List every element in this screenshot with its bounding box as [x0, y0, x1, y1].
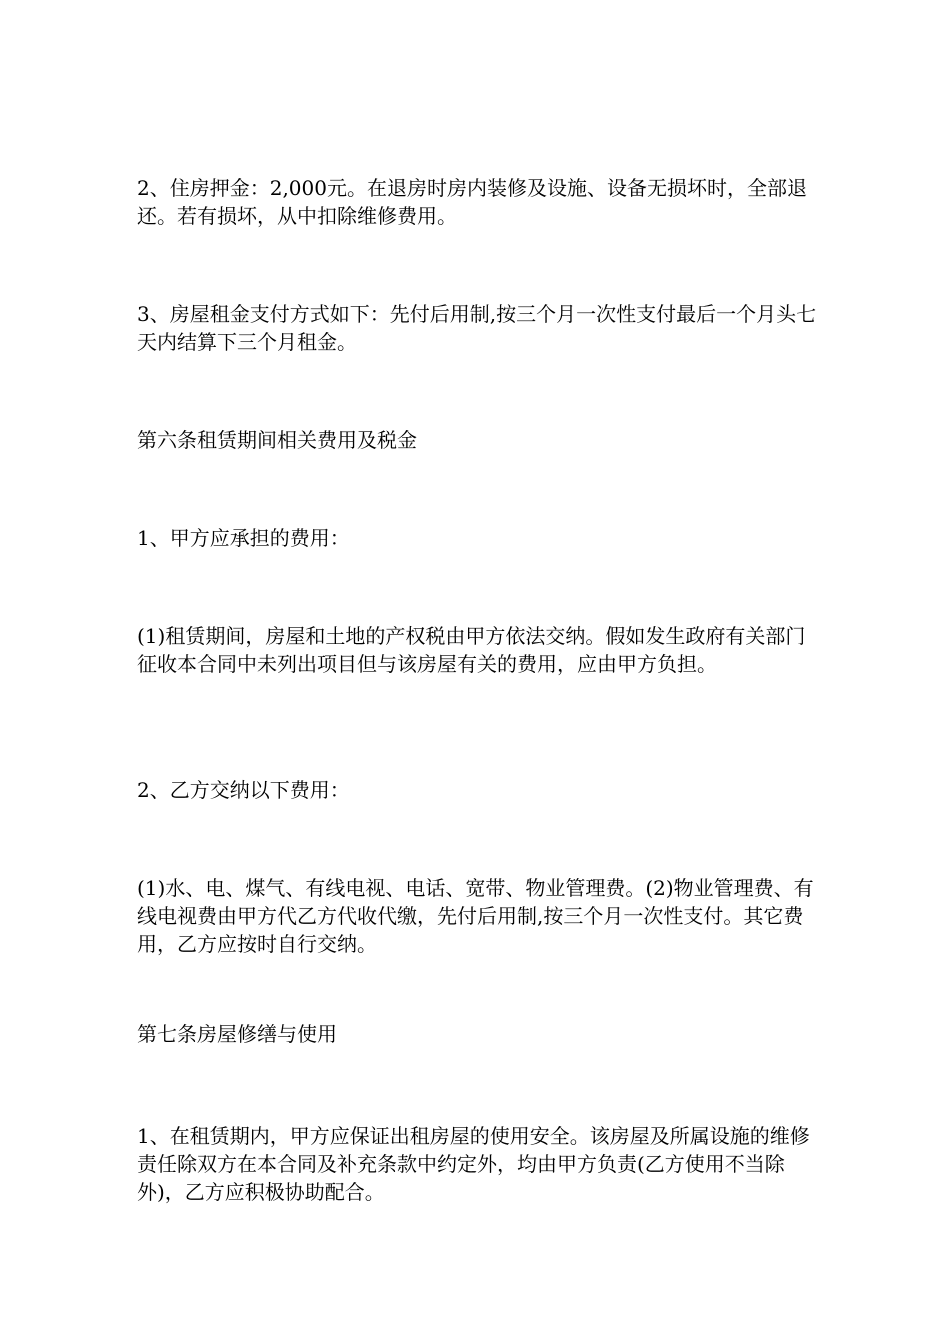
clause-deposit: 2、住房押金：2,000元。在退房时房内装修及设施、设备无损坏时，全部退还。若有损坏，从中扣除维修费用。 [137, 176, 807, 228]
clause-rent-payment: 3、房屋租金支付方式如下：先付后用制,按三个月一次性支付最后一个月头七天内结算下三个月租金。 [137, 302, 817, 354]
clause-repair-responsibility: 1、在租赁期内，甲方应保证出租房屋的使用安全。该房屋及所属设施的维修责任除双方在本合同及补充条款中约定外，均由甲方负责(乙方使用不当除外)，乙方应积极协助配合。 [137, 1124, 810, 1204]
clause-party-b-fees: 2、乙方交纳以下费用： [137, 778, 350, 802]
clause-party-b-fees-detail: (1)水、电、煤气、有线电视、电话、宽带、物业管理费。(2)物业管理费、有线电视费由甲方代乙方代收代缴，先付后用制,按三个月一次性支付。其它费用，乙方应按时自行交纳。 [137, 876, 814, 956]
clause-party-a-fees-detail: (1)租赁期间，房屋和土地的产权税由甲方依法交纳。假如发生政府有关部门征收本合同中未列出项目但与该房屋有关的费用，应由甲方负担。 [137, 624, 806, 676]
clause-party-a-fees: 1、甲方应承担的费用： [137, 526, 350, 550]
article-7-heading: 第七条房屋修缮与使用 [137, 1022, 337, 1046]
article-6-heading: 第六条租赁期间相关费用及税金 [137, 428, 417, 452]
